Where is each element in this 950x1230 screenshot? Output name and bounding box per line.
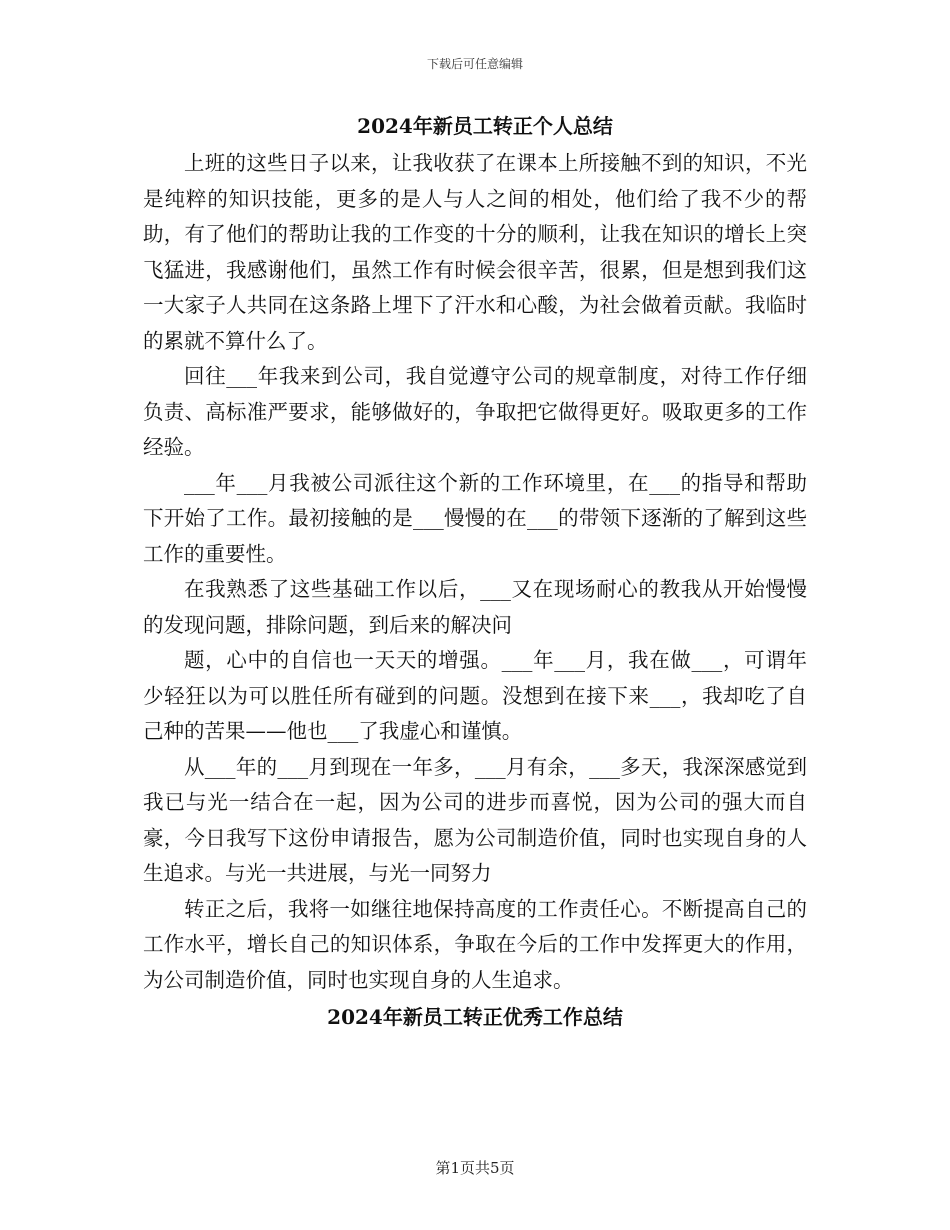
paragraph: ___年___月我被公司派往这个新的工作环境里，在___的指导和帮助下开始了工作。最初接触的是___慢慢的在___的带领下逐渐的了解到这些工作的重要性。 — [143, 470, 807, 566]
paragraph: 回往___年我来到公司，我自觉遵守公司的规章制度，对待工作仔细负责、高标准严要求，能够做好的，争取把它做得更好。吸取更多的工作经验。 — [143, 364, 807, 459]
page-header-note: 下载后可任意编辑 — [426, 57, 523, 71]
document-body — [143, 110, 807, 1033]
paragraph: 在我熟悉了这些基础工作以后，___又在现场耐心的教我从开始慢慢的发现问题，排除问题，到后来的解决问 — [143, 577, 807, 637]
paragraph: 题，心中的自信也一天天的增强。___年___月，我在做___，可谓年少轻狂以为可以胜任所有碰到的问题。没想到在接下来___，我却吃了自己种的苦果——他也___了我虚心和谨慎。 — [143, 648, 807, 743]
section-title: 2024年新员工转正优秀工作总结 — [327, 1005, 623, 1029]
paragraph: 从___年的___月到现在一年多，___月有余，___多天，我深深感觉到我已与光一结合在一起，因为公司的进步而喜悦，因为公司的强大而自豪，今日我写下这份申请报告，愿为公司制造价值，同时也实现自身的人生追求。与光一共进展，与光一同努力 — [143, 754, 807, 885]
document-title: 2024年新员工转正个人总结 — [357, 114, 613, 138]
paragraph: 上班的这些日子以来，让我收获了在课本上所接触不到的知识，不光是纯粹的知识技能，更多的是人与人之间的相处，他们给了我不少的帮助，有了他们的帮助让我的工作变的十分的顺利，让我在知识的增长上突飞猛进，我感谢他们，虽然工作有时候会很辛苦，很累，但是想到我们这一大家子人共同在这条路上埋下了汗水和心酸，为社会做着贡献。我临时的累就不算什么了。 — [143, 151, 807, 353]
paragraph: 转正之后，我将一如继往地保持高度的工作责任心。不断提高自己的工作水平，增长自己的知识体系，争取在今后的工作中发挥更大的作用，为公司制造价值，同时也实现自身的人生追求。 — [143, 896, 807, 992]
page-number: 第1页共5页 — [435, 1159, 515, 1177]
